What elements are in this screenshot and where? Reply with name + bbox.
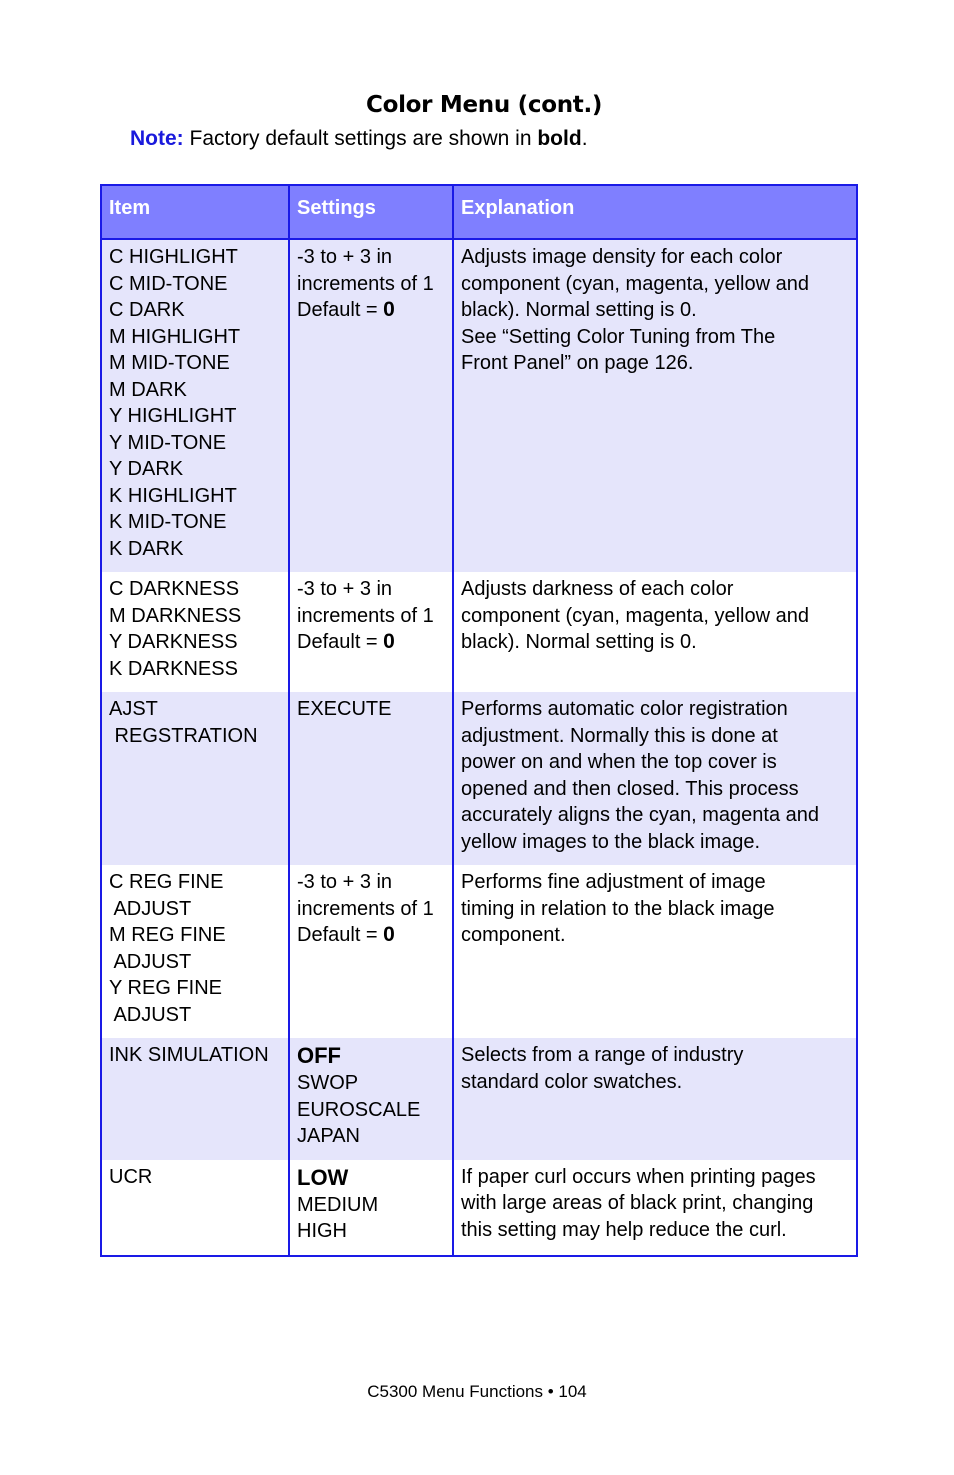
default-value: 0 bbox=[383, 630, 395, 653]
default-value: 0 bbox=[383, 298, 395, 321]
item-name: Y HIGHLIGHT bbox=[109, 405, 237, 427]
setting-option: MEDIUM bbox=[297, 1193, 379, 1216]
header-item: Item bbox=[101, 185, 289, 239]
explanation-line: component (cyan, magenta, yellow and bbox=[461, 272, 809, 295]
item-name: Y DARK bbox=[109, 458, 184, 480]
explanation-line: power on and when the top cover is bbox=[461, 751, 777, 773]
item-cell bbox=[101, 692, 289, 865]
setting-default bbox=[297, 297, 445, 324]
item-name: M DARK bbox=[109, 378, 187, 401]
default-label: Default = bbox=[297, 631, 384, 653]
explanation-line: Selects from a range of industry bbox=[461, 1044, 744, 1066]
explanation-line: If paper curl occurs when printing pages bbox=[461, 1165, 816, 1188]
settings-cell bbox=[289, 1160, 453, 1256]
setting-range: -3 to + 3 in bbox=[297, 578, 393, 600]
item-name: K MID-TONE bbox=[109, 511, 227, 533]
table-row bbox=[101, 865, 857, 1038]
page-footer: C5300 Menu Functions • 104 bbox=[367, 1382, 587, 1401]
explanation-line: this setting may help reduce the curl. bbox=[461, 1218, 787, 1241]
explanation-line: yellow images to the black image. bbox=[461, 830, 761, 853]
explanation-cell bbox=[453, 572, 857, 692]
explanation-line: standard color swatches. bbox=[461, 1070, 683, 1093]
table-row bbox=[101, 572, 857, 692]
item-cell bbox=[101, 239, 289, 572]
item-cell bbox=[101, 572, 289, 692]
explanation-line: with large areas of black print, changing bbox=[461, 1192, 814, 1214]
page-title: Color Menu (cont.) bbox=[366, 92, 603, 118]
explanation-line: adjustment. Normally this is done at bbox=[461, 724, 778, 747]
note bbox=[130, 127, 588, 151]
table-row bbox=[101, 692, 857, 865]
setting-option: HIGH bbox=[297, 1220, 347, 1242]
settings-cell bbox=[289, 239, 453, 572]
explanation-line: Front Panel” on page 126. bbox=[461, 352, 694, 374]
note-label: Note: bbox=[130, 127, 184, 150]
explanation-line: Performs automatic color registration bbox=[461, 698, 788, 720]
item-name: AJST bbox=[109, 698, 158, 720]
setting-range: -3 to + 3 in bbox=[297, 246, 393, 268]
item-name: K DARK bbox=[109, 537, 184, 560]
header-settings: Settings bbox=[289, 185, 453, 239]
note-text: Factory default settings are shown in bbox=[183, 127, 538, 150]
item-name: Y REG FINE bbox=[109, 977, 222, 999]
default-option: OFF bbox=[297, 1043, 341, 1068]
explanation-line: accurately aligns the cyan, magenta and bbox=[461, 804, 819, 826]
item-name: C REG FINE bbox=[109, 871, 224, 893]
item-name: ADJUST bbox=[109, 897, 192, 920]
setting-default bbox=[297, 922, 445, 949]
item-name: C HIGHLIGHT bbox=[109, 246, 238, 268]
default-label: Default = bbox=[297, 924, 384, 946]
explanation-cell bbox=[453, 865, 857, 1038]
note-bold-word: bold bbox=[537, 127, 582, 150]
explanation-cell bbox=[453, 1038, 857, 1160]
explanation-cell bbox=[453, 1160, 857, 1256]
setting-option: SWOP bbox=[297, 1072, 359, 1094]
setting-option: EUROSCALE bbox=[297, 1098, 421, 1121]
default-option: LOW bbox=[297, 1164, 349, 1190]
header-explanation: Explanation bbox=[453, 185, 857, 239]
note-end: . bbox=[581, 127, 588, 150]
setting-default bbox=[297, 629, 445, 656]
setting-value: EXECUTE bbox=[297, 698, 392, 720]
settings-cell bbox=[289, 692, 453, 865]
table-row bbox=[101, 239, 857, 572]
item-name: M REG FINE bbox=[109, 924, 226, 946]
item-cell bbox=[101, 1038, 289, 1160]
item-name: Y MID-TONE bbox=[109, 431, 227, 454]
default-value: 0 bbox=[383, 923, 395, 946]
explanation-line: black). Normal setting is 0. bbox=[461, 299, 697, 321]
setting-increment: increments of 1 bbox=[297, 897, 434, 920]
table-row bbox=[101, 1038, 857, 1160]
settings-cell bbox=[289, 865, 453, 1038]
setting-option: JAPAN bbox=[297, 1125, 360, 1147]
explanation-line: opened and then closed. This process bbox=[461, 777, 799, 800]
item-name: C MID-TONE bbox=[109, 272, 228, 295]
explanation-line: Performs fine adjustment of image bbox=[461, 871, 766, 893]
item-name: C DARK bbox=[109, 299, 185, 321]
item-cell bbox=[101, 865, 289, 1038]
item-name: C DARKNESS bbox=[109, 578, 240, 600]
item-name: M HIGHLIGHT bbox=[109, 325, 241, 348]
explanation-line: timing in relation to the black image bbox=[461, 897, 775, 920]
explanation-line: Adjusts image density for each color bbox=[461, 246, 783, 268]
setting-range: -3 to + 3 in bbox=[297, 871, 393, 893]
settings-cell bbox=[289, 572, 453, 692]
explanation-line: Adjusts darkness of each color bbox=[461, 578, 734, 600]
item-name: K DARKNESS bbox=[109, 657, 238, 680]
setting-increment: increments of 1 bbox=[297, 604, 434, 627]
explanation-cell bbox=[453, 239, 857, 572]
color-menu-table bbox=[100, 184, 858, 1257]
item-name: REGSTRATION bbox=[109, 724, 258, 747]
setting-increment: increments of 1 bbox=[297, 272, 434, 295]
item-name: ADJUST bbox=[109, 1003, 192, 1026]
item-name: Y DARKNESS bbox=[109, 631, 238, 653]
explanation-line: See “Setting Color Tuning from The bbox=[461, 325, 776, 348]
item-name: INK SIMULATION bbox=[109, 1044, 269, 1066]
item-name: K HIGHLIGHT bbox=[109, 484, 237, 507]
explanation-line: component (cyan, magenta, yellow and bbox=[461, 604, 809, 627]
table-row bbox=[101, 1160, 857, 1256]
explanation-cell bbox=[453, 692, 857, 865]
explanation-line: component. bbox=[461, 924, 566, 946]
item-name: M MID-TONE bbox=[109, 352, 230, 374]
explanation-line: black). Normal setting is 0. bbox=[461, 631, 697, 653]
settings-cell bbox=[289, 1038, 453, 1160]
item-name: M DARKNESS bbox=[109, 604, 242, 627]
item-name: UCR bbox=[109, 1165, 153, 1188]
table-header-row bbox=[101, 185, 857, 239]
default-label: Default = bbox=[297, 299, 384, 321]
item-name: ADJUST bbox=[109, 950, 192, 973]
item-cell bbox=[101, 1160, 289, 1256]
